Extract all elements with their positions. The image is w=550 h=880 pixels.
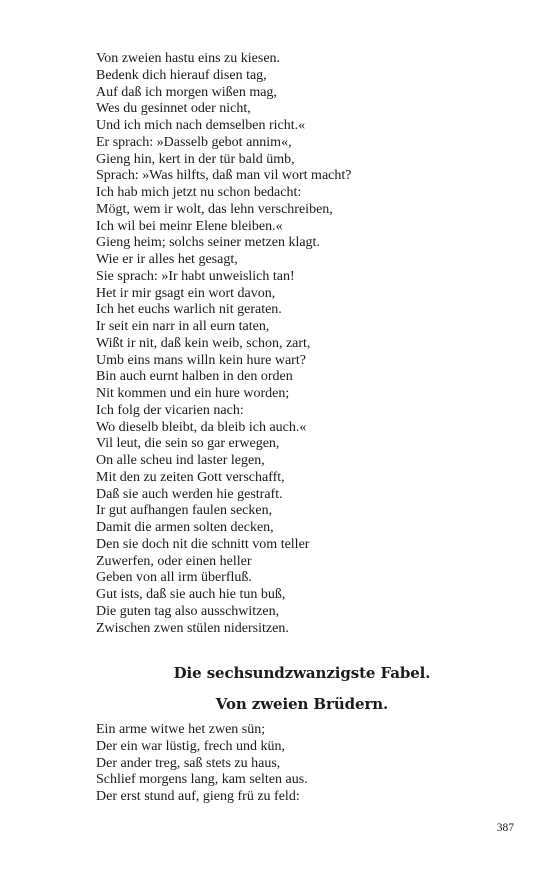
verse-line: Daß sie auch werden hie gestraft.	[96, 486, 283, 502]
verse-line: Der erst stund auf, gieng frü zu feld:	[96, 789, 300, 804]
fable-title: Die sechsundzwanzigste Fabel.	[173, 664, 431, 682]
verse-line: Mögt, wem ir wolt, das lehn verschreiben,	[96, 201, 333, 217]
verse-line: Ich het euchs warlich nit geraten.	[96, 302, 282, 318]
verse-line: Gieng heim; solchs seiner metzen klagt.	[96, 235, 320, 251]
verse-line: Zuwerfen, oder einen heller	[96, 553, 252, 569]
verse-line: Nit kommen und ein hure worden;	[96, 386, 290, 401]
verse-line: Ir gut aufhangen faulen secken,	[96, 503, 273, 519]
verse-line: Gieng hin, kert in der tür bald ümb,	[96, 151, 295, 167]
verse-line: Von zweien hastu eins zu kiesen.	[96, 51, 281, 66]
verse-line: Damit die armen solten decken,	[96, 520, 274, 535]
verse-line: Gut ists, daß sie auch hie tun buß,	[96, 587, 286, 602]
verse-line: Sie sprach: »Ir habt unweislich tan!	[96, 268, 295, 284]
verse-line: Het ir mir gsagt ein wort davon,	[96, 285, 276, 301]
verse-line: Umb eins mans willn kein hure wart?	[96, 352, 306, 368]
verse-line: Wo dieselb bleibt, da bleib ich auch.«	[96, 419, 307, 435]
verse-line: Die guten tag also ausschwitzen,	[96, 603, 280, 619]
verse-line: Ich wil bei meinr Elene bleiben.«	[96, 218, 283, 234]
verse-line: Wie er ir alles het gesagt,	[96, 252, 238, 267]
verse-line: Wißt ir nit, daß kein weib, schon, zart,	[96, 335, 311, 351]
verse-line: Ein arme witwe het zwen sün;	[96, 722, 266, 737]
verse-line: Bin auch eurnt halben in den orden	[96, 369, 293, 385]
page-number: 387	[496, 822, 514, 834]
verse-line: On alle scheu ind laster legen,	[96, 453, 265, 468]
verse-line: Auf daß ich morgen wißen mag,	[96, 84, 277, 100]
verse-line: Vil leut, die sein so gar erwegen,	[96, 436, 280, 452]
verse-line: Der ander treg, saß stets zu haus,	[96, 755, 281, 771]
verse-line: Wes du gesinnet oder nicht,	[96, 101, 251, 117]
verse-line: Geben von all irm überfluß.	[96, 570, 252, 586]
verse-line: Ich folg der vicarien nach:	[96, 402, 244, 418]
verse-line: Der ein war lüstig, frech und kün,	[96, 738, 285, 754]
verse-line: Zwischen zwen stülen nidersitzen.	[96, 620, 289, 636]
verse-line: Schlief morgens lang, kam selten aus.	[96, 772, 308, 788]
verse-line: Bedenk dich hierauf disen tag,	[96, 67, 267, 83]
verse-line: Sprach: »Was hilfts, daß man vil wort macht?	[96, 168, 352, 184]
verse-line: Ir seit ein narr in all eurn taten,	[96, 319, 270, 334]
verse-line: Und ich mich nach demselben richt.«	[96, 118, 306, 133]
verse-block-bottom	[96, 722, 496, 806]
verse-block-top	[96, 51, 496, 637]
verse-line: Ich hab mich jetzt nu schon bedacht:	[96, 185, 302, 200]
fable-subtitle: Von zweien Brüdern.	[215, 695, 389, 713]
verse-line: Mit den zu zeiten Gott verschafft,	[96, 469, 285, 485]
verse-line: Er sprach: »Dasselb gebot annim«,	[96, 134, 292, 150]
verse-line: Den sie doch nit die schnitt vom teller	[96, 536, 310, 552]
